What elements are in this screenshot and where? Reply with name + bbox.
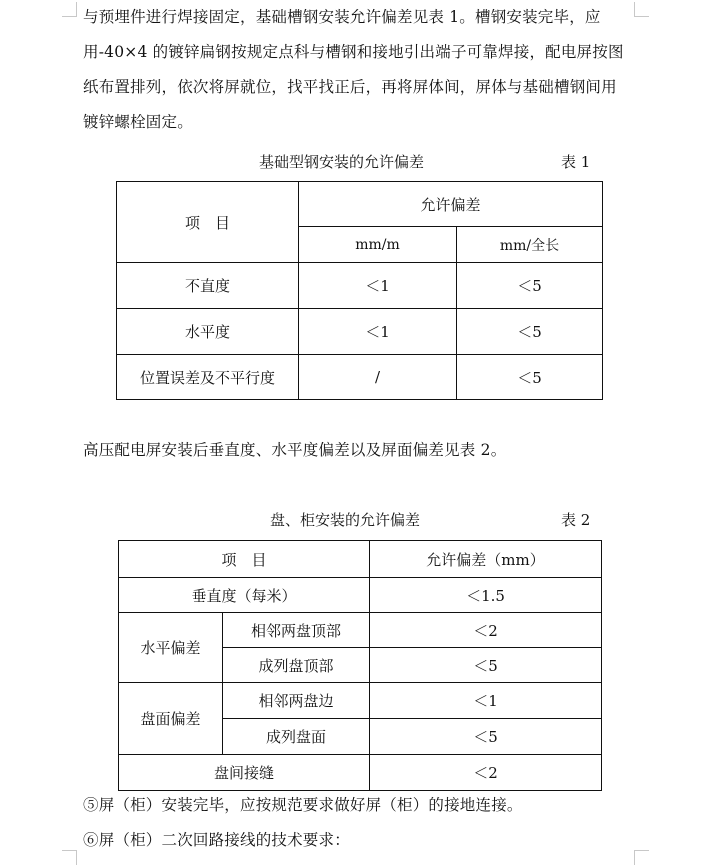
page-corner-mark-top-right [634,2,649,17]
table-1-row-item: 不直度 [117,263,299,309]
intro-paragraph: 与预埋件进行焊接固定，基础槽钢安装允许偏差见表 1。槽钢安装完毕，应用-40×4 的镀锌扁钢按规定点科与槽钢和接地引出端子可靠焊接，配电屏按图纸布置排列，依次将屏就位，找平找正后，再将屏体间，屏体与基础槽钢间用镀锌螺栓固定。 [83,8,624,131]
table-row [119,755,602,791]
table-2-intro-paragraph: 高压配电屏安装后垂直度、水平度偏差以及屏面偏差见表 2。 [83,441,507,459]
table-row [117,309,603,355]
table-2-row-value: ＜2 [370,613,602,648]
table-1-row-item: 位置误差及不平行度 [117,355,299,400]
table-1-foundation-steel-tolerance [116,181,603,400]
table-row [117,355,603,400]
table-2-vertical-label: 垂直度（每米） [119,578,370,613]
table-2-surface-group: 盘面偏差 [119,683,223,755]
table-2-header-tolerance: 允许偏差（mm） [370,541,602,578]
table-1-number: 表 1 [561,153,591,171]
table-2-vertical-value: ＜1.5 [370,578,602,613]
table-1-unit-per-m: mm/m [299,227,457,263]
table-1-caption: 基础型钢安装的允许偏差 [259,153,425,171]
table-2-header-item: 项 目 [119,541,370,578]
table-2-number: 表 2 [561,511,591,529]
table-1-row-full: ＜5 [457,263,603,309]
table-row [119,683,602,719]
table-2-row-value: ＜1 [370,683,602,719]
table-2-joint-value: ＜2 [370,755,602,791]
table-2-row-value: ＜5 [370,648,602,683]
table-1-row-per-m: ＜1 [299,309,457,355]
table-2-row-item: 成列盘面 [223,719,370,755]
table-2-row-value: ＜5 [370,719,602,755]
table-1-row-item: 水平度 [117,309,299,355]
list-item-5-text: ⑤屏（柜）安装完毕，应按规范要求做好屏（柜）的接地连接。 [83,796,523,814]
table-row [117,263,603,309]
table-1-header-tolerance: 允许偏差 [299,182,603,227]
table-row [119,613,602,648]
table-row [119,578,602,613]
table-2-row-item: 相邻两盘边 [223,683,370,719]
page-corner-mark-bottom-left [62,850,77,865]
table-1-unit-full-length: mm/全长 [457,227,603,263]
table-1-header-item: 项 目 [117,182,299,263]
table-1-row-full: ＜5 [457,309,603,355]
table-2-joint-label: 盘间接缝 [119,755,370,791]
table-2-caption: 盘、柜安装的允许偏差 [270,511,421,529]
list-item-6-text: ⑥屏（柜）二次回路接线的技术要求： [83,831,350,849]
table-2-horizontal-group: 水平偏差 [119,613,223,683]
table-2-cabinet-install-tolerance [118,540,602,791]
page-corner-mark-bottom-right [634,850,649,865]
table-2-row-item: 成列盘顶部 [223,648,370,683]
list-item-5-grounding [83,788,628,858]
table-1-row-per-m: / [299,355,457,400]
page-corner-mark-top-left [62,2,77,17]
table-1-row-per-m: ＜1 [299,263,457,309]
table-1-row-full: ＜5 [457,355,603,400]
table-2-row-item: 相邻两盘顶部 [223,613,370,648]
